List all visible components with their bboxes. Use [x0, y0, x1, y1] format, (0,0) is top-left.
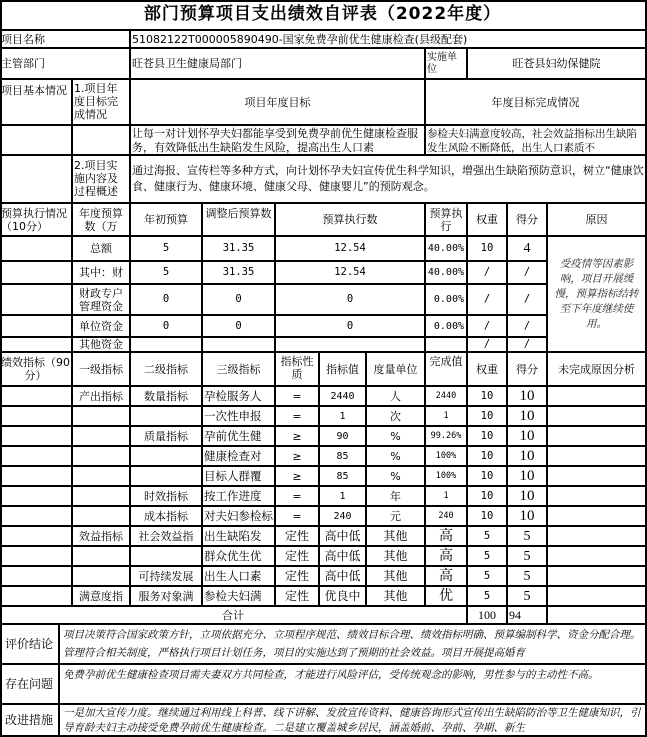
perf-row-unit: 其他 [367, 587, 426, 607]
perf-row-actual: 100% [426, 467, 468, 487]
perf-row-reason [548, 507, 647, 527]
perf-row-target: 高中低 [320, 547, 367, 567]
perf-row-score: 10 [508, 507, 548, 527]
perf-row-actual: 高 [426, 547, 468, 567]
budget-row-rate: 0.00% [426, 316, 468, 338]
perf-row-target: 90 [320, 427, 367, 447]
perf-row-target: 2440 [320, 387, 367, 407]
budget-header-reason: 原因 [548, 204, 647, 237]
perf-row-actual: 高 [426, 567, 468, 587]
budget-header-initial: 年初预算 [131, 204, 203, 237]
perf-row-weight: 5 [468, 527, 508, 547]
project-name-label: 项目名称 [0, 31, 131, 49]
perf-row-unit: 次 [367, 407, 426, 427]
budget-row-initial: 0 [131, 316, 203, 338]
budget-row-initial: 5 [131, 262, 203, 285]
perf-row-score: 10 [508, 427, 548, 447]
perf-row-nature: 定性 [276, 547, 320, 567]
perf-header-reason: 未完成原因分析 [548, 353, 647, 387]
budget-row-executed: 12.54 [276, 262, 426, 285]
perf-row-nature: = [276, 507, 320, 527]
perf-row-reason [548, 447, 647, 467]
budget-header-executed: 预算执行数 [276, 204, 426, 237]
perf-row-reason [548, 407, 647, 427]
blank-cell [73, 126, 131, 156]
perf-row-reason [548, 527, 647, 547]
perf-header-actual: 完成值 [426, 353, 468, 387]
budget-row-adjusted: 0 [203, 285, 276, 316]
perf-row-l2: 质量指标 [131, 427, 203, 447]
perf-header-target: 指标值 [320, 353, 367, 387]
basic-sub1-label: 1.项目年度目标完成情况 [73, 80, 131, 126]
perf-row-l1 [73, 407, 131, 427]
perf-header-weight: 权重 [468, 353, 508, 387]
perf-row-unit: 其他 [367, 527, 426, 547]
perf-row-l1: 效益指标 [73, 527, 131, 547]
perf-row-nature: ≥ [276, 447, 320, 467]
blank-cell [0, 567, 73, 587]
perf-row-l2: 成本指标 [131, 507, 203, 527]
perf-row-nature: 定性 [276, 527, 320, 547]
goal-header: 项目年度目标 [131, 80, 426, 126]
budget-header-weight: 权重 [468, 204, 508, 237]
blank-cell [0, 285, 73, 316]
perf-row-reason [548, 547, 647, 567]
perf-row-l3: 参检夫妇满 [203, 587, 276, 607]
perf-row-target: 85 [320, 467, 367, 487]
perf-row-nature: 定性 [276, 587, 320, 607]
perf-row-nature: = [276, 387, 320, 407]
perf-row-actual: 100% [426, 447, 468, 467]
budget-row-adjusted: 0 [203, 316, 276, 338]
perf-row-l2: 可持续发展 [131, 567, 203, 587]
perf-row-unit: % [367, 427, 426, 447]
total-score: 94 [508, 607, 548, 625]
budget-row-executed: 0 [276, 285, 426, 316]
completion-header: 年度目标完成情况 [426, 80, 647, 126]
total-label: 合计 [0, 607, 468, 625]
perf-row-reason [548, 427, 647, 447]
budget-row-weight: / [468, 316, 508, 338]
blank-cell [0, 487, 73, 507]
blank-cell [0, 262, 73, 285]
perf-row-l2 [131, 447, 203, 467]
impl-unit-label: 实施单位 [426, 49, 468, 80]
perf-row-nature: ≥ [276, 427, 320, 447]
budget-row-weight: 10 [468, 237, 508, 262]
conclusion-text: 项目决策符合国家政策方针，立项依据充分、立项程序规范、绩效目标合理、绩效指标明确、预算编制科学、资金分配合理。管理符合相关制度，严格执行项目计划任务，项目的实施达到了预期的社会效益。项目开展提高婚育 [60, 625, 647, 665]
budget-row-rate: 0.00% [426, 285, 468, 316]
perf-row-l3: 对夫妇参检标 [203, 507, 276, 527]
perf-row-l1 [73, 567, 131, 587]
project-name-value: 51082122T000005890490-国家免费孕前优生健康检查(县级配套) [131, 31, 647, 49]
budget-row-weight: / [468, 285, 508, 316]
budget-row-name: 其他资金 [73, 338, 131, 353]
perf-row-target: 优良中 [320, 587, 367, 607]
perf-row-actual: 2440 [426, 387, 468, 407]
perf-row-target: 高中低 [320, 567, 367, 587]
perf-row-weight: 10 [468, 407, 508, 427]
blank-cell [0, 237, 73, 262]
perf-row-l2 [131, 467, 203, 487]
perf-row-weight: 10 [468, 427, 508, 447]
blank-cell [548, 607, 647, 625]
perf-row-score: 5 [508, 567, 548, 587]
perf-row-weight: 5 [468, 567, 508, 587]
budget-header-score: 得分 [508, 204, 548, 237]
perf-row-weight: 10 [468, 387, 508, 407]
budget-row-adjusted: 31.35 [203, 262, 276, 285]
problems-text: 免费孕前优生健康检查项目需夫妻双方共同检查，才能进行风险评估，受传统观念的影响，男性参与的主动性不高。 [60, 665, 647, 705]
budget-row-score: 4 [508, 237, 548, 262]
perf-row-score: 5 [508, 587, 548, 607]
perf-row-actual: 1 [426, 487, 468, 507]
perf-row-actual: 高 [426, 527, 468, 547]
perf-row-l3: 健康检查对 [203, 447, 276, 467]
perf-row-score: 10 [508, 387, 548, 407]
perf-header-l2: 二级指标 [131, 353, 203, 387]
perf-row-target: 240 [320, 507, 367, 527]
blank-cell [0, 338, 73, 353]
budget-row-initial [131, 338, 203, 353]
budget-row-weight: / [468, 338, 508, 353]
impl-unit-value: 旺苍县妇幼保健院 [468, 49, 647, 80]
perf-row-target: 85 [320, 447, 367, 467]
perf-row-l3: 孕前优生健 [203, 427, 276, 447]
perf-row-l3: 出生缺陷发 [203, 527, 276, 547]
blank-cell [0, 527, 73, 547]
goal-text: 让每一对计划怀孕夫妇都能享受到免费孕前优生健康检查服务，有效降低出生缺陷发生风险，提高出生人口素 [131, 126, 426, 156]
perf-header-l3: 三级指标 [203, 353, 276, 387]
perf-row-nature: 定性 [276, 567, 320, 587]
perf-row-unit: 其他 [367, 567, 426, 587]
perf-row-unit: % [367, 467, 426, 487]
perf-row-reason [548, 587, 647, 607]
basic-info-label: 项目基本情况 [0, 80, 73, 126]
budget-row-rate: 40.00% [426, 262, 468, 285]
budget-row-executed: 12.54 [276, 237, 426, 262]
budget-header-rate: 预算执行 [426, 204, 468, 237]
budget-header-adjusted: 调整后预算数 [203, 204, 276, 237]
perf-row-nature: ≥ [276, 467, 320, 487]
perf-row-target: 1 [320, 487, 367, 507]
budget-row-name: 财政专户管理资金 [73, 285, 131, 316]
perf-row-score: 5 [508, 547, 548, 567]
perf-row-reason [548, 387, 647, 407]
perf-row-l2 [131, 407, 203, 427]
perf-row-l3: 一次性申报 [203, 407, 276, 427]
perf-row-target: 1 [320, 407, 367, 427]
budget-row-score: / [508, 262, 548, 285]
perf-row-l3: 群众优生优 [203, 547, 276, 567]
perf-row-reason [548, 567, 647, 587]
perf-row-actual: 优 [426, 587, 468, 607]
perf-header-l1: 一级指标 [73, 353, 131, 387]
perf-row-nature: = [276, 407, 320, 427]
blank-cell [0, 427, 73, 447]
basic-sub2-label: 2.项目实施内容及过程概述 [73, 156, 131, 204]
blank-cell [0, 547, 73, 567]
perf-row-l2: 服务对象满 [131, 587, 203, 607]
perf-row-l1: 产出指标 [73, 387, 131, 407]
blank-cell [0, 407, 73, 427]
blank-cell [0, 507, 73, 527]
impl-text: 通过海报、宣传栏等多种方式，向计划怀孕夫妇宣传优生科学知识，增强出生缺陷预防意识，树立“健康饮食、健康行为、健康环境、健康父母、健康婴儿”的预防观念。 [131, 156, 647, 204]
perf-row-l1 [73, 547, 131, 567]
budget-row-executed: 0 [276, 316, 426, 338]
perf-row-l2: 数量指标 [131, 387, 203, 407]
perf-row-l3: 目标人群覆 [203, 467, 276, 487]
conclusion-label: 评价结论 [0, 625, 60, 665]
completion-text: 参检夫妇满意度较高，社会效益指标出生缺陷发生风险不断降低，出生人口素质不 [426, 126, 647, 156]
perf-row-l1 [73, 447, 131, 467]
dept-label: 主管部门 [0, 49, 131, 80]
perf-row-l2: 时效指标 [131, 487, 203, 507]
budget-row-score: / [508, 285, 548, 316]
budget-row-adjusted [203, 338, 276, 353]
perf-row-l1 [73, 507, 131, 527]
perf-row-unit: % [367, 447, 426, 467]
budget-row-executed [276, 338, 426, 353]
perf-row-score: 10 [508, 447, 548, 467]
budget-label: 预算执行情况（10分） [0, 204, 73, 237]
budget-row-score: / [508, 338, 548, 353]
perf-row-unit: 元 [367, 507, 426, 527]
perf-row-score: 10 [508, 467, 548, 487]
budget-reason-text: 受疫情等因素影响，项目开展缓慢，预算指标结转至下年度继续使用。 [548, 237, 647, 353]
perf-row-unit: 人 [367, 387, 426, 407]
perf-row-weight: 5 [468, 547, 508, 567]
perf-row-actual: 240 [426, 507, 468, 527]
perf-row-l3: 出生人口素 [203, 567, 276, 587]
performance-label: 绩效指标（90分） [0, 353, 73, 387]
perf-row-l1 [73, 467, 131, 487]
perf-row-l2: 社会效益指 [131, 527, 203, 547]
perf-row-weight: 10 [468, 487, 508, 507]
perf-row-target: 高中低 [320, 527, 367, 547]
perf-row-l3: 孕检服务人 [203, 387, 276, 407]
budget-row-initial: 0 [131, 285, 203, 316]
blank-cell [0, 587, 73, 607]
perf-header-score: 得分 [508, 353, 548, 387]
budget-row-rate: 40.00% [426, 237, 468, 262]
perf-row-weight: 10 [468, 467, 508, 487]
blank-cell [0, 316, 73, 338]
perf-header-unit: 度量单位 [367, 353, 426, 387]
perf-row-score: 10 [508, 407, 548, 427]
budget-header-annual: 年度预算数（万 [73, 204, 131, 237]
improvements-label: 改进措施 [0, 705, 60, 737]
perf-row-l2 [131, 547, 203, 567]
perf-row-actual: 99.26% [426, 427, 468, 447]
budget-row-adjusted: 31.35 [203, 237, 276, 262]
problems-label: 存在问题 [0, 665, 60, 705]
blank-cell [0, 126, 73, 156]
perf-row-weight: 5 [468, 587, 508, 607]
budget-row-weight: / [468, 262, 508, 285]
perf-header-nature: 指标性质 [276, 353, 320, 387]
perf-row-l1: 满意度指 [73, 587, 131, 607]
perf-row-l1 [73, 427, 131, 447]
budget-row-name: 总额 [73, 237, 131, 262]
total-weight: 100 [468, 607, 508, 625]
page-title: 部门预算项目支出绩效自评表（2022年度） [0, 0, 647, 31]
budget-row-rate [426, 338, 468, 353]
dept-value: 旺苍县卫生健康局部门 [131, 49, 426, 80]
perf-row-score: 10 [508, 487, 548, 507]
perf-row-unit: 其他 [367, 547, 426, 567]
blank-cell [0, 447, 73, 467]
budget-row-name: 其中：财 [73, 262, 131, 285]
blank-cell [0, 467, 73, 487]
improvements-text: 一是加大宣传力度。继续通过利用线上科普、线下讲解、发放宣传资料、健康咨询形式宣传出生缺陷防治等卫生健康知识，引导育龄夫妇主动接受免费孕前优生健康检查。二是建立覆盖城乡居民，涵盖婚前、孕前、孕期、新生 [60, 705, 647, 737]
perf-row-weight: 10 [468, 507, 508, 527]
budget-row-name: 单位资金 [73, 316, 131, 338]
blank-cell [0, 156, 73, 204]
perf-row-reason [548, 487, 647, 507]
perf-row-actual: 1 [426, 407, 468, 427]
budget-row-score: / [508, 316, 548, 338]
perf-row-score: 5 [508, 527, 548, 547]
blank-cell [0, 387, 73, 407]
perf-row-nature: = [276, 487, 320, 507]
perf-row-l3: 按工作进度 [203, 487, 276, 507]
perf-row-l1 [73, 487, 131, 507]
perf-row-weight: 10 [468, 447, 508, 467]
perf-row-reason [548, 467, 647, 487]
perf-row-unit: 年 [367, 487, 426, 507]
budget-row-initial: 5 [131, 237, 203, 262]
